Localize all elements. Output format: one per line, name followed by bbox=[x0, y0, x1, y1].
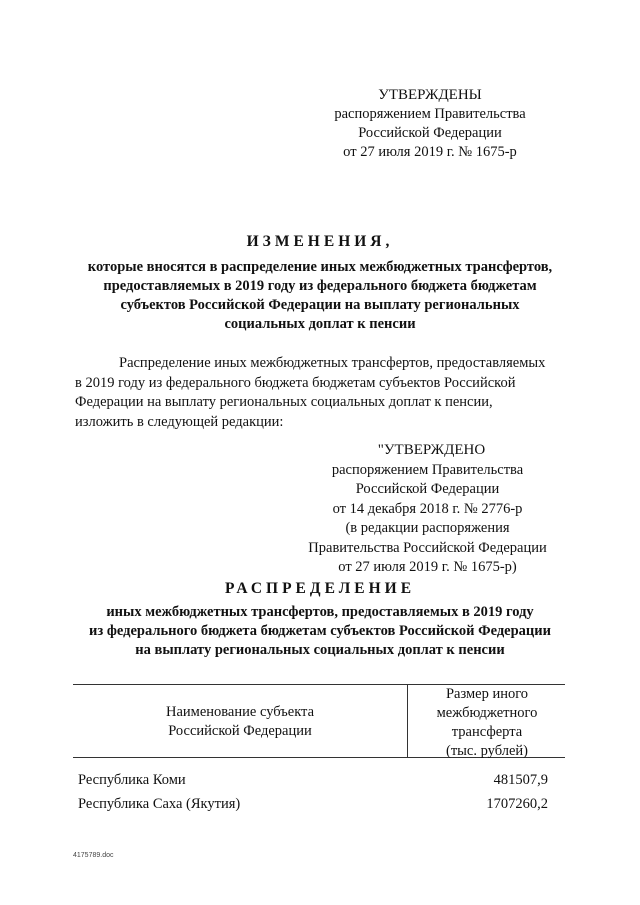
table-header-amount bbox=[412, 685, 562, 761]
changes-subtitle bbox=[60, 258, 580, 334]
body-paragraph-line: в 2019 году из федерального бюджета бюджетам субъектов Российской bbox=[75, 374, 516, 391]
approval-quoted-line: распоряжением Правительства bbox=[331, 461, 524, 478]
distribution-subtitle bbox=[60, 603, 580, 660]
changes-subtitle-line: социальных доплат к пенсии bbox=[224, 316, 416, 332]
approval-header-title: УТВЕРЖДЕНЫ bbox=[378, 87, 482, 103]
approval-quoted-line: Правительства Российской Федерации bbox=[308, 539, 547, 556]
table-header-name bbox=[80, 703, 400, 741]
changes-subtitle-line: предоставляемых в 2019 году из федерального бюджета бюджетам bbox=[103, 278, 537, 294]
distribution-title: РАСПРЕДЕЛЕНИЕ bbox=[224, 580, 416, 597]
table-row-name: Республика Коми bbox=[78, 772, 186, 788]
approval-quoted-line: (в редакции распоряжения bbox=[345, 520, 510, 536]
body-paragraph-line: Распределение иных межбюджетных трансфертов, предоставляемых bbox=[119, 355, 546, 371]
body-paragraph bbox=[75, 354, 560, 432]
table-header-name-line: Наименование субъекта bbox=[165, 704, 315, 720]
approval-quoted bbox=[285, 441, 570, 578]
table-row bbox=[0, 796, 640, 816]
table-header-amount-line: Размер иного bbox=[445, 686, 529, 702]
approval-header-line: распоряжением Правительства bbox=[334, 106, 526, 122]
table-header-amount-line: межбюджетного bbox=[436, 705, 538, 721]
approval-header-line: Российской Федерации bbox=[358, 125, 502, 141]
footer-doc-id: 4175789.doc bbox=[73, 852, 114, 859]
changes-title: ИЗМЕНЕНИЯ, bbox=[246, 233, 394, 250]
approval-quoted-line: Российской Федерации bbox=[355, 481, 500, 497]
approval-header-date: от 27 июля 2019 г. № 1675-р bbox=[343, 144, 517, 160]
table-header-amount-line: (тыс. рублей) bbox=[446, 743, 528, 759]
approval-header bbox=[300, 86, 560, 162]
distribution-subtitle-line: иных межбюджетных трансфертов, предоставляемых в 2019 году bbox=[106, 604, 534, 620]
approval-quoted-line: от 27 июля 2019 г. № 1675-р) bbox=[338, 559, 517, 575]
changes-subtitle-line: субъектов Российской Федерации на выплату региональных bbox=[120, 297, 520, 313]
body-paragraph-line: изложить в следующей редакции: bbox=[75, 413, 284, 430]
table-header-amount-line: трансферта bbox=[451, 724, 523, 740]
changes-subtitle-line: которые вносятся в распределение иных межбюджетных трансфертов, bbox=[87, 259, 553, 275]
table-column-divider bbox=[407, 684, 408, 757]
table-row-name: Республика Саха (Якутия) bbox=[78, 796, 241, 812]
approval-quoted-line: от 14 декабря 2018 г. № 2776-р bbox=[332, 500, 523, 517]
distribution-subtitle-line: на выплату региональных социальных доплат к пенсии bbox=[135, 642, 505, 658]
table-row bbox=[0, 772, 640, 792]
body-paragraph-line: Федерации на выплату региональных социальных доплат к пенсии, bbox=[75, 394, 493, 410]
approval-quoted-title: "УТВЕРЖДЕНО bbox=[377, 442, 486, 458]
table-header-name-line: Российской Федерации bbox=[168, 723, 312, 739]
table-row-amount: 481507,9 bbox=[493, 772, 548, 788]
table-row-amount: 1707260,2 bbox=[486, 796, 548, 812]
distribution-subtitle-line: из федерального бюджета бюджетам субъектов Российской Федерации bbox=[89, 623, 551, 639]
